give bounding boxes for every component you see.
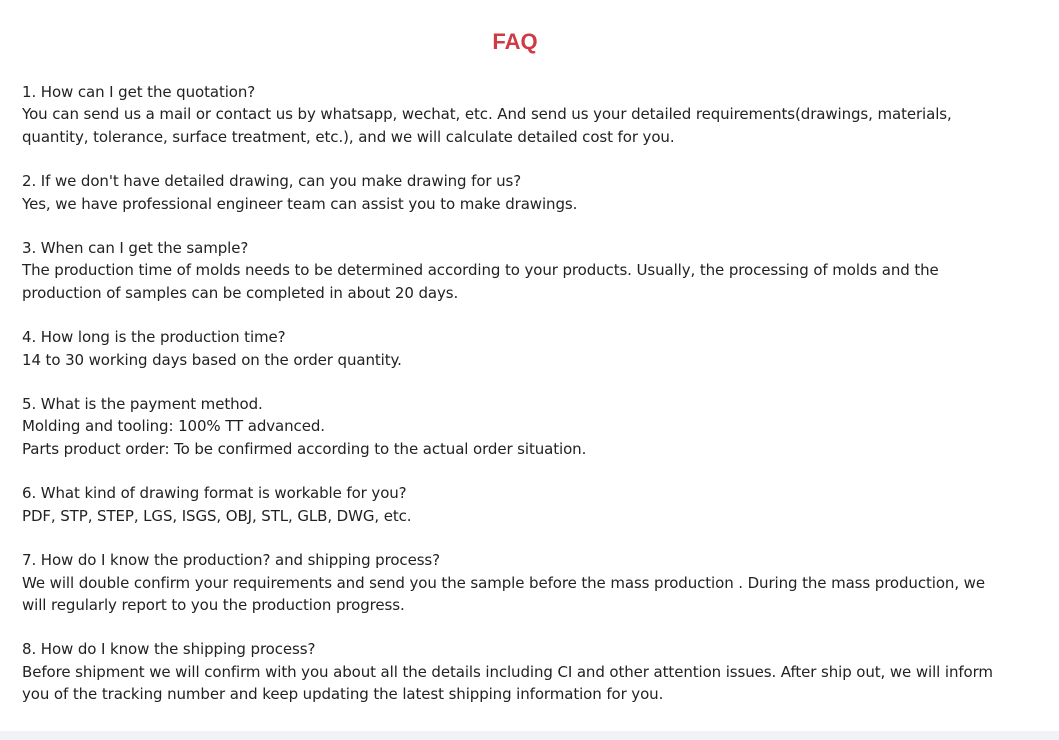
faq-question: 1. How can I get the quotation? [22, 83, 256, 101]
faq-answer-line: You can send us a mail or contact us by whatsapp, wechat, etc. And send us your detailed requirements(drawings, materials, [22, 105, 952, 124]
faq-answer-line: Yes, we have professional engineer team can assist you to make drawings. [22, 194, 578, 213]
faq-question: 6. What kind of drawing format is workable for you? [22, 484, 407, 503]
faq-answer-line: quantity, tolerance, surface treatment, etc.), and we will calculate detailed cost for you. [22, 127, 675, 146]
faq-question: 7. How do I know the production? and shipping process? [22, 551, 440, 570]
faq-answer-line: The production time of molds needs to be determined according to your products. Usually, the processing of molds and the [22, 261, 939, 280]
faq-answer-line: Parts product order: To be confirmed according to the actual order situation. [22, 439, 587, 458]
faq-question: 3. When can I get the sample? [22, 239, 249, 258]
faq-question: 5. What is the payment method. [22, 395, 263, 414]
faq-answer-line: PDF, STP, STEP, LGS, ISGS, OBJ, STL, GLB, DWG, etc. [22, 506, 412, 525]
faq-question: 8. How do I know the shipping process? [22, 640, 316, 659]
faq-answer-line: you of the tracking number and keep updating the latest shipping information for you. [22, 685, 664, 704]
faq-item [22, 326, 1032, 371]
faq-list [22, 81, 1032, 728]
faq-item [22, 81, 1032, 148]
faq-item [22, 170, 1032, 215]
faq-item [22, 482, 1032, 527]
faq-answer-line: Molding and tooling: 100% TT advanced. [22, 417, 325, 436]
bottom-strip [0, 731, 1059, 740]
faq-item [22, 393, 1032, 460]
faq-question: 2. If we don't have detailed drawing, can you make drawing for us? [22, 172, 522, 191]
faq-question: 4. How long is the production time? [22, 328, 286, 347]
faq-answer-line: 14 to 30 working days based on the order quantity. [22, 350, 402, 369]
page-title: FAQ [492, 29, 538, 54]
faq-answer-line: Before shipment we will confirm with you about all the details including CI and other attention issues. After ship out, we will inform [22, 662, 993, 681]
faq-item [22, 549, 1032, 616]
faq-answer-line: We will double confirm your requirements and send you the sample before the mass production . During the mass production, we [22, 573, 985, 592]
faq-item [22, 237, 1032, 304]
faq-answer-line: will regularly report to you the production progress. [22, 595, 405, 614]
faq-answer-line: production of samples can be completed in about 20 days. [22, 283, 459, 302]
faq-item [22, 638, 1032, 705]
